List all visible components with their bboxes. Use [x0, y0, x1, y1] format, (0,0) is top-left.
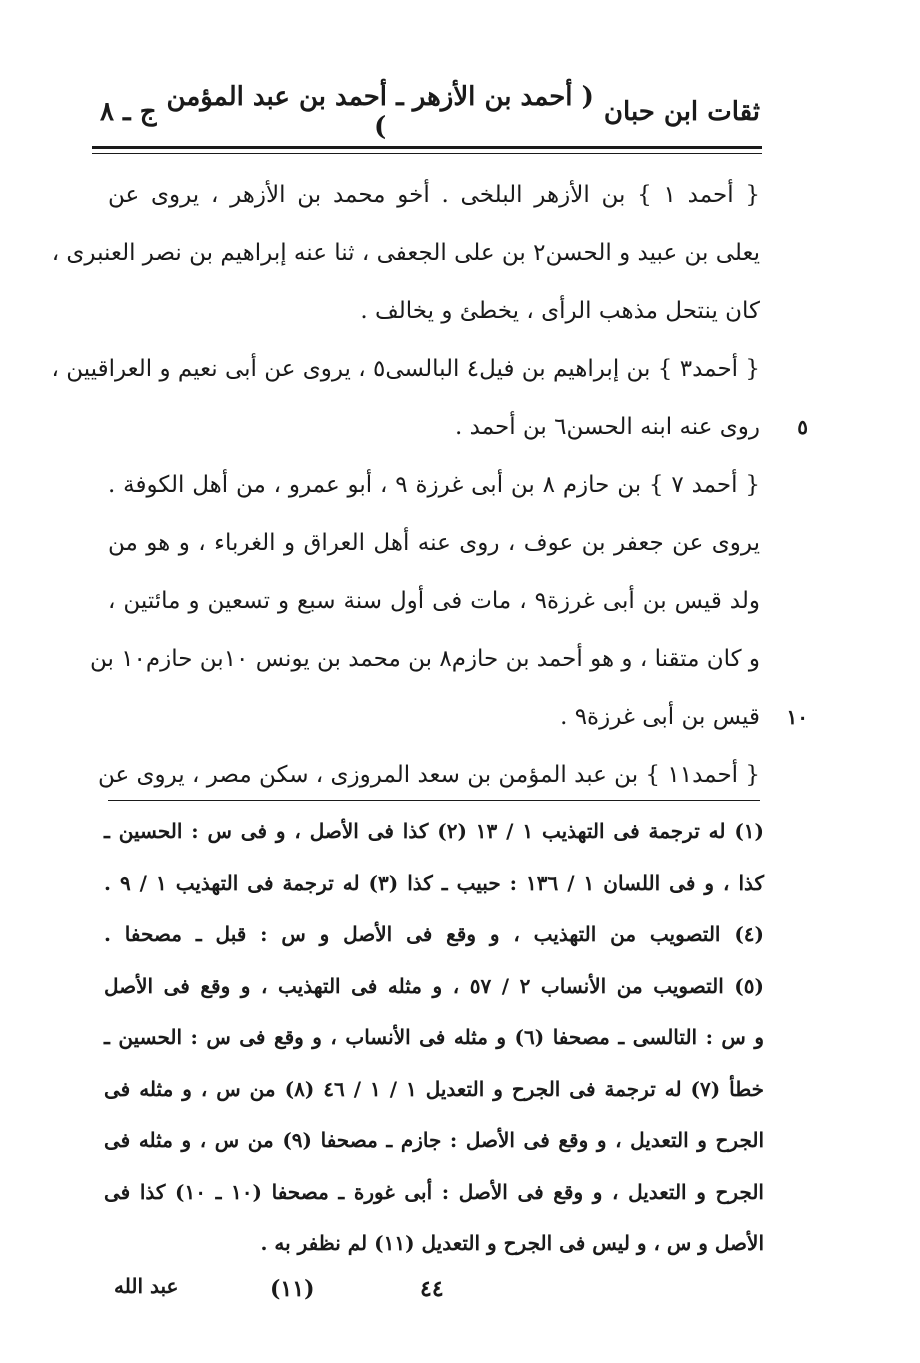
footnote-line: الأصل و س ، و ليس فى الجرح و التعديل (١١) لم نظفر به . [260, 1231, 764, 1255]
text-line [108, 398, 808, 456]
text-line-content: روى عنه ابنه الحسن٦ بن أحمد . [455, 414, 760, 440]
book-title: ثقات ابن حبان [603, 97, 760, 127]
footnote-line: كذا ، و فى اللسان ١ / ١٣٦ : حبيب ـ كذا (٣) له ترجمة فى التهذيب ١ / ٩ . [104, 870, 765, 895]
page-footer [100, 1272, 760, 1312]
main-text [51, 166, 808, 804]
footnote-line: خطأ (٧) له ترجمة فى الجرح و التعديل ١ / ١ / ٤٦ (٨) من س ، و مثله فى [104, 1076, 765, 1101]
entry-range: ( أحمد بن الأزهر ـ أحمد بن عبد المؤمن ) [166, 82, 594, 142]
line-number: ١٠ [786, 705, 808, 729]
text-line: { أحمد ١ } بن الأزهر البلخى . أخو محمد بن الأزهر ، يروى عن [108, 182, 761, 208]
page-number: ٤٤ [420, 1276, 444, 1302]
running-header [100, 82, 760, 142]
text-line: كان ينتحل مذهب الرأى ، يخطئ و يخالف . [360, 298, 760, 324]
text-line: ولد قيس بن أبى غرزة٩ ، مات فى أول سنة سبع و تسعين و مائتين ، [108, 588, 760, 614]
typesetter-stamp: عبد الله [114, 1274, 179, 1298]
text-line-content: قيس بن أبى غرزة٩ . [560, 704, 760, 730]
volume-label: ج ـ ٨ [100, 97, 157, 127]
text-line: { أحمد٣ } بن إبراهيم بن فيل٤ البالسى٥ ، يروى عن أبى نعيم و العراقيين ، [51, 356, 760, 382]
text-line: يروى عن جعفر بن عوف ، روى عنه أهل العراق و الغرباء ، و هو من [108, 530, 760, 556]
header-rule-thin [92, 153, 762, 154]
text-line: و كان متقنا ، و هو أحمد بن حازم٨ بن محمد بن يونس ١٠بن حازم١٠ بن [89, 646, 760, 672]
text-line [108, 688, 808, 746]
text-line: يعلى بن عبيد و الحسن٢ بن على الجعفى ، ثنا عنه إبراهيم بن نصر العنبرى ، [51, 240, 760, 266]
text-line: { أحمد١١ } بن عبد المؤمن بن سعد المروزى ، سكن مصر ، يروى عن [97, 762, 760, 788]
footnote-line: (٤) التصويب من التهذيب ، و وقع فى الأصل و س : قبل ـ مصحفا . [104, 922, 764, 946]
footnote-line: الجرح و التعديل ، و وقع فى الأصل : جازم ـ مصحفا (٩) من س ، و مثله فى [104, 1128, 765, 1152]
sheet-number: (١١) [270, 1276, 315, 1302]
footnote-line: (١) له ترجمة فى التهذيب ١ / ١٣ (٢) كذا فى الأصل ، و فى س : الحسين ـ [104, 819, 765, 843]
footnote-line: و س : التالسى ـ مصحفا (٦) و مثله فى الأنساب ، و وقع فى س : الحسين ـ [104, 1025, 764, 1049]
text-line: { أحمد ٧ } بن حازم ٨ بن أبى غرزة ٩ ، أبو عمرو ، من أهل الكوفة . [108, 472, 760, 498]
footnote-line: الجرح و التعديل ، و وقع فى الأصل : أبى غورة ـ مصحفا (١٠ ـ ١٠) كذا فى [104, 1179, 764, 1204]
line-number: ٥ [797, 415, 808, 439]
footnote-separator [108, 800, 760, 801]
header-rule [92, 146, 762, 149]
footnotes [104, 806, 764, 1270]
footnote-line: (٥) التصويب من الأنساب ٢ / ٥٧ ، و مثله فى التهذيب ، و وقع فى الأصل [104, 973, 764, 998]
